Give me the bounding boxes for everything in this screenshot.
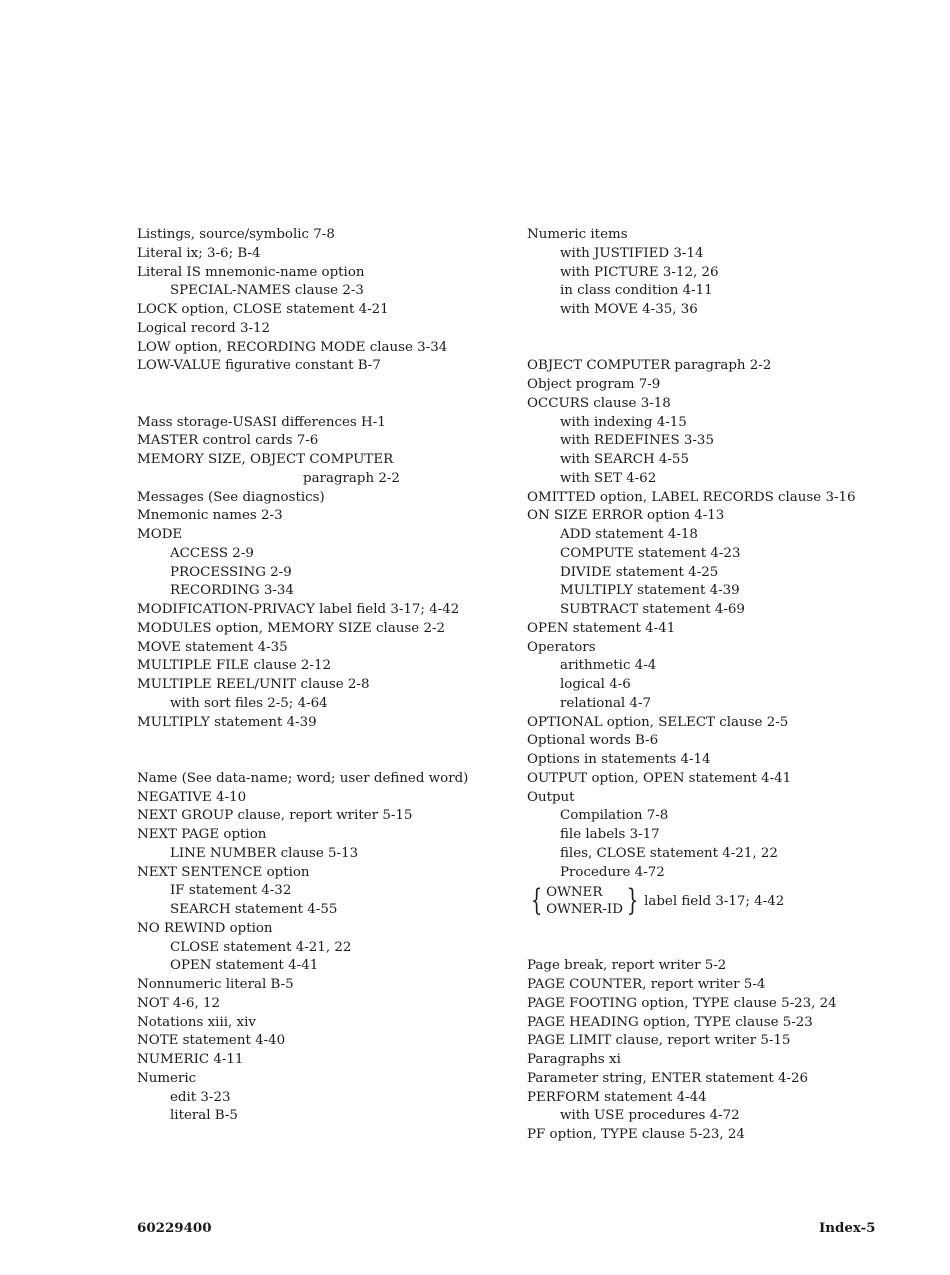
index-subentry: with MOVE 4-35, 36 <box>560 302 698 317</box>
owner-option: OWNER <box>546 885 603 900</box>
index-entry: Paragraphs xi <box>527 1052 621 1067</box>
index-entry: Options in statements 4-14 <box>527 752 711 767</box>
index-entry: PF option, TYPE clause 5-23, 24 <box>527 1127 745 1142</box>
index-entry: LOW option, RECORDING MODE clause 3-34 <box>137 339 448 355</box>
index-subentry: in class condition 4-11 <box>560 283 713 299</box>
owner-id-option: OWNER-ID <box>546 902 623 917</box>
index-subentry: literal B-5 <box>170 1108 238 1124</box>
document-number: 60229400 <box>137 1220 212 1236</box>
owner-options <box>546 884 623 918</box>
index-subentry: SUBTRACT statement 4-69 <box>560 602 745 617</box>
index-subentry: relational 4-7 <box>560 695 652 711</box>
index-subentry: MULTIPLY statement 4-39 <box>560 583 740 599</box>
index-subentry: with indexing 4-15 <box>560 414 687 430</box>
index-subentry: SPECIAL-NAMES clause 2-3 <box>170 283 364 299</box>
index-entry: PERFORM statement 4-44 <box>527 1089 707 1105</box>
index-entry: OUTPUT option, OPEN statement 4-41 <box>527 770 792 786</box>
index-entry: Listings, source/symbolic 7-8 <box>137 227 335 242</box>
owner-brace-entry <box>527 882 937 920</box>
owner-label-field: label field 3-17; 4-42 <box>644 893 785 909</box>
index-subentry: CLOSE statement 4-21, 22 <box>170 939 352 955</box>
index-entry: MODIFICATION-PRIVACY label field 3-17; 4-42 <box>137 602 460 617</box>
group-spacer <box>527 920 937 958</box>
index-subentry: ADD statement 4-18 <box>560 527 698 542</box>
index-subentry: IF statement 4-32 <box>170 883 292 899</box>
index-entry: NEXT GROUP clause, report writer 5-15 <box>137 808 413 824</box>
group-spacer <box>137 376 537 414</box>
index-entry: NOT 4-6, 12 <box>137 995 220 1011</box>
index-subentry: with SEARCH 4-55 <box>560 452 689 467</box>
index-entry: Nonnumeric literal B-5 <box>137 977 294 992</box>
index-subentry: with JUSTIFIED 3-14 <box>560 245 704 261</box>
index-entry: Object program 7-9 <box>527 377 661 392</box>
index-subentry: RECORDING 3-34 <box>170 583 294 599</box>
index-group-p <box>527 957 937 1145</box>
index-entry: NO REWIND option <box>137 920 273 936</box>
index-subentry: with REDEFINES 3-35 <box>560 433 714 449</box>
group-spacer <box>137 732 537 770</box>
index-entry: Numeric items <box>527 227 628 242</box>
index-entry: Notations xiii, xiv <box>137 1014 256 1030</box>
index-entry: MOVE statement 4-35 <box>137 639 288 655</box>
index-subentry: DIVIDE statement 4-25 <box>560 564 719 580</box>
index-subentry: SEARCH statement 4-55 <box>170 902 338 917</box>
index-entry: Literal IS mnemonic-name option <box>137 264 365 280</box>
index-entry: MULTIPLY statement 4-39 <box>137 714 317 730</box>
index-group-l <box>137 226 537 376</box>
index-entry: MEMORY SIZE, OBJECT COMPUTER <box>137 452 394 467</box>
index-entry: OCCURS clause 3-18 <box>527 395 671 411</box>
index-entry: OPEN statement 4-41 <box>527 620 676 636</box>
index-entry: MULTIPLE FILE clause 2-12 <box>137 658 331 674</box>
left-brace: { <box>530 883 543 918</box>
index-entry: Optional words B-6 <box>527 733 659 749</box>
index-subentry: edit 3-23 <box>170 1089 231 1105</box>
index-subentry: with sort files 2-5; 4-64 <box>170 695 328 711</box>
index-entry: MODE <box>137 527 183 542</box>
index-entry: PAGE FOOTING option, TYPE clause 5-23, 24 <box>527 995 837 1011</box>
index-entry: LOCK option, CLOSE statement 4-21 <box>137 302 389 317</box>
index-subentry: arithmetic 4-4 <box>560 658 657 674</box>
index-entry: Literal ix; 3-6; B-4 <box>137 245 261 261</box>
index-subentry: file labels 3-17 <box>560 827 660 842</box>
index-entry: MASTER control cards 7-6 <box>137 433 319 449</box>
index-subentry: PROCESSING 2-9 <box>170 564 292 580</box>
index-subentry: Compilation 7-8 <box>560 808 669 824</box>
page-number: Index-5 <box>819 1220 876 1236</box>
index-subentry: OPEN statement 4-41 <box>170 958 319 974</box>
index-subentry: logical 4-6 <box>560 677 631 692</box>
index-entry: NUMERIC 4-11 <box>137 1052 244 1067</box>
index-entry: OMITTED option, LABEL RECORDS clause 3-16 <box>527 489 856 505</box>
index-group-m <box>137 414 537 733</box>
index-entry: LOW-VALUE figurative constant B-7 <box>137 358 381 374</box>
index-entry: NEGATIVE 4-10 <box>137 789 247 805</box>
index-group-n <box>137 770 537 1126</box>
index-entry: Logical record 3-12 <box>137 320 271 336</box>
index-entry: PAGE HEADING option, TYPE clause 5-23 <box>527 1014 813 1030</box>
index-continuation: paragraph 2-2 <box>303 470 400 486</box>
left-index-column <box>137 226 537 1126</box>
index-entry: PAGE COUNTER, report writer 5-4 <box>527 977 766 992</box>
index-entry: NEXT SENTENCE option <box>137 864 310 880</box>
index-subentry: LINE NUMBER clause 5-13 <box>170 845 359 861</box>
index-entry: OPTIONAL option, SELECT clause 2-5 <box>527 714 789 730</box>
index-entry: Messages (See diagnostics) <box>137 489 325 505</box>
index-subentry: with SET 4-62 <box>560 470 657 486</box>
index-subentry: with USE procedures 4-72 <box>560 1108 740 1124</box>
index-group-o <box>527 357 937 920</box>
index-entry: Output <box>527 789 575 805</box>
index-entry: NEXT PAGE option <box>137 827 267 842</box>
index-entry: Numeric <box>137 1070 197 1086</box>
index-entry: MODULES option, MEMORY SIZE clause 2-2 <box>137 620 446 636</box>
index-group-numeric-items <box>527 226 937 320</box>
right-index-column <box>527 226 937 1145</box>
group-spacer <box>527 320 937 358</box>
index-entry: Parameter string, ENTER statement 4-26 <box>527 1070 809 1086</box>
index-subentry: COMPUTE statement 4-23 <box>560 545 741 561</box>
index-entry: Operators <box>527 639 596 655</box>
index-subentry: files, CLOSE statement 4-21, 22 <box>560 845 778 861</box>
index-entry: NOTE statement 4-40 <box>137 1033 286 1049</box>
index-subentry: ACCESS 2-9 <box>170 545 254 561</box>
index-subentry: with PICTURE 3-12, 26 <box>560 264 719 280</box>
right-brace: } <box>626 883 639 918</box>
index-entry: ON SIZE ERROR option 4-13 <box>527 508 725 524</box>
index-entry: Mnemonic names 2-3 <box>137 508 283 524</box>
index-entry: Page break, report writer 5-2 <box>527 958 727 974</box>
index-entry: Mass storage-USASI differences H-1 <box>137 414 386 430</box>
index-entry: MULTIPLE REEL/UNIT clause 2-8 <box>137 677 370 692</box>
index-entry: OBJECT COMPUTER paragraph 2-2 <box>527 358 772 374</box>
index-entry: Name (See data-name; word; user defined word) <box>137 770 469 786</box>
index-subentry: Procedure 4-72 <box>560 864 665 880</box>
index-entry: PAGE LIMIT clause, report writer 5-15 <box>527 1033 791 1049</box>
